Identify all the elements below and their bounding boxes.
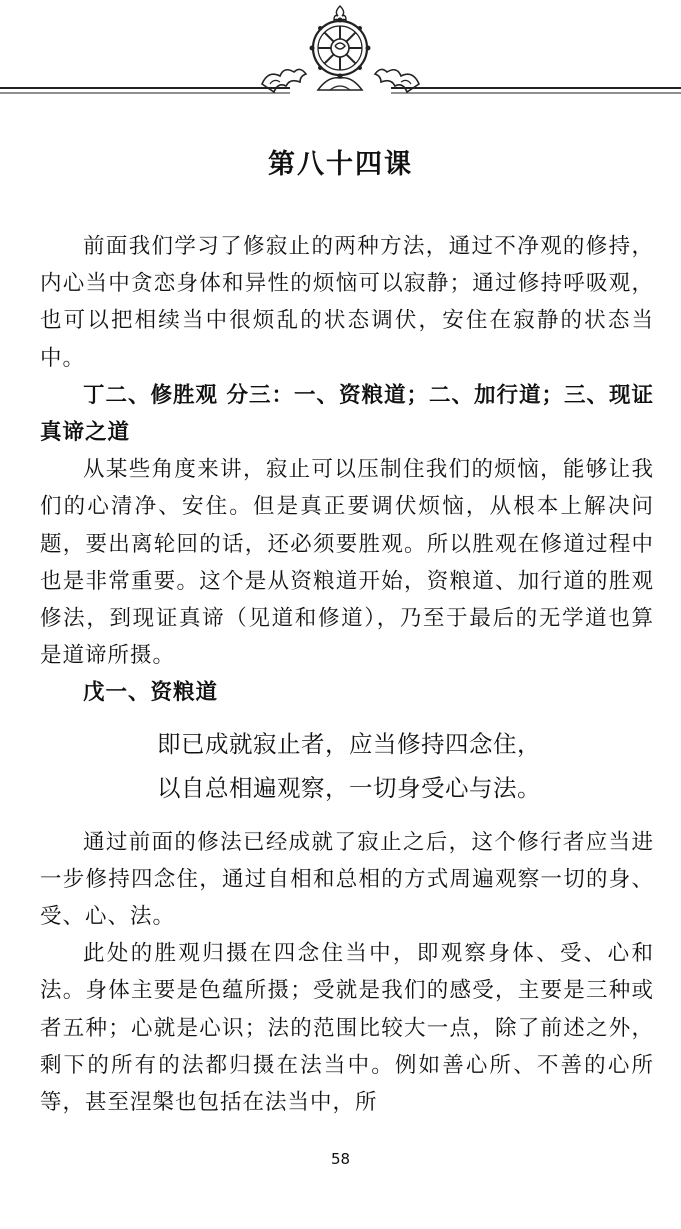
verse-line: 以自总相遍观察，一切身受心与法。 xyxy=(157,773,541,802)
section-heading: 丁二、修胜观 分三：一、资粮道；二、加行道；三、现证真谛之道 xyxy=(40,382,654,446)
page-number: 58 xyxy=(330,1150,351,1168)
lesson-body xyxy=(40,228,654,1121)
body-paragraph: 前面我们学习了修寂止的两种方法，通过不净观的修持，内心当中贪恋身体和异性的烦恼可以寂静；通过修持呼吸观，也可以把相续当中很烦乱的状态调伏，安住在寂静的状态当中。 xyxy=(40,234,654,371)
lesson-title: 第八十四课 xyxy=(268,149,413,180)
body-paragraph: 从某些角度来讲，寂止可以压制住我们的烦恼，能够让我们的心清净、安住。但是真正要调伏烦恼，从根本上解决问题，要出离轮回的话，还必须要胜观。所以胜观在修道过程中也是非常重要。这个是从资粮道开始，资粮道、加行道的胜观修法，到现证真谛（见道和修道），乃至于最后的无学道也算是道谛所摄。 xyxy=(40,457,654,669)
section-heading: 戊一、资粮道 xyxy=(83,680,219,706)
body-paragraph: 通过前面的修法已经成就了寂止之后，这个修行者应当进一步修持四念住，通过自相和总相的方式周遍观察一切的身、受、心、法。 xyxy=(40,829,654,930)
verse-line: 即已成就寂止者，应当修持四念住， xyxy=(157,729,541,758)
header-ornament xyxy=(0,0,681,100)
verse-block xyxy=(40,722,654,810)
dharma-wheel-ornament-icon xyxy=(0,0,681,100)
body-paragraph: 此处的胜观归摄在四念住当中，即观察身体、受、心和法。身体主要是色蕴所摄；受就是我们的感受，主要是三种或者五种；心就是心识；法的范围比较大一点，除了前述之外，剩下的所有的法都归摄在法当中。例如善心所、不善的心所等，甚至涅槃也包括在法当中，所 xyxy=(40,941,654,1116)
